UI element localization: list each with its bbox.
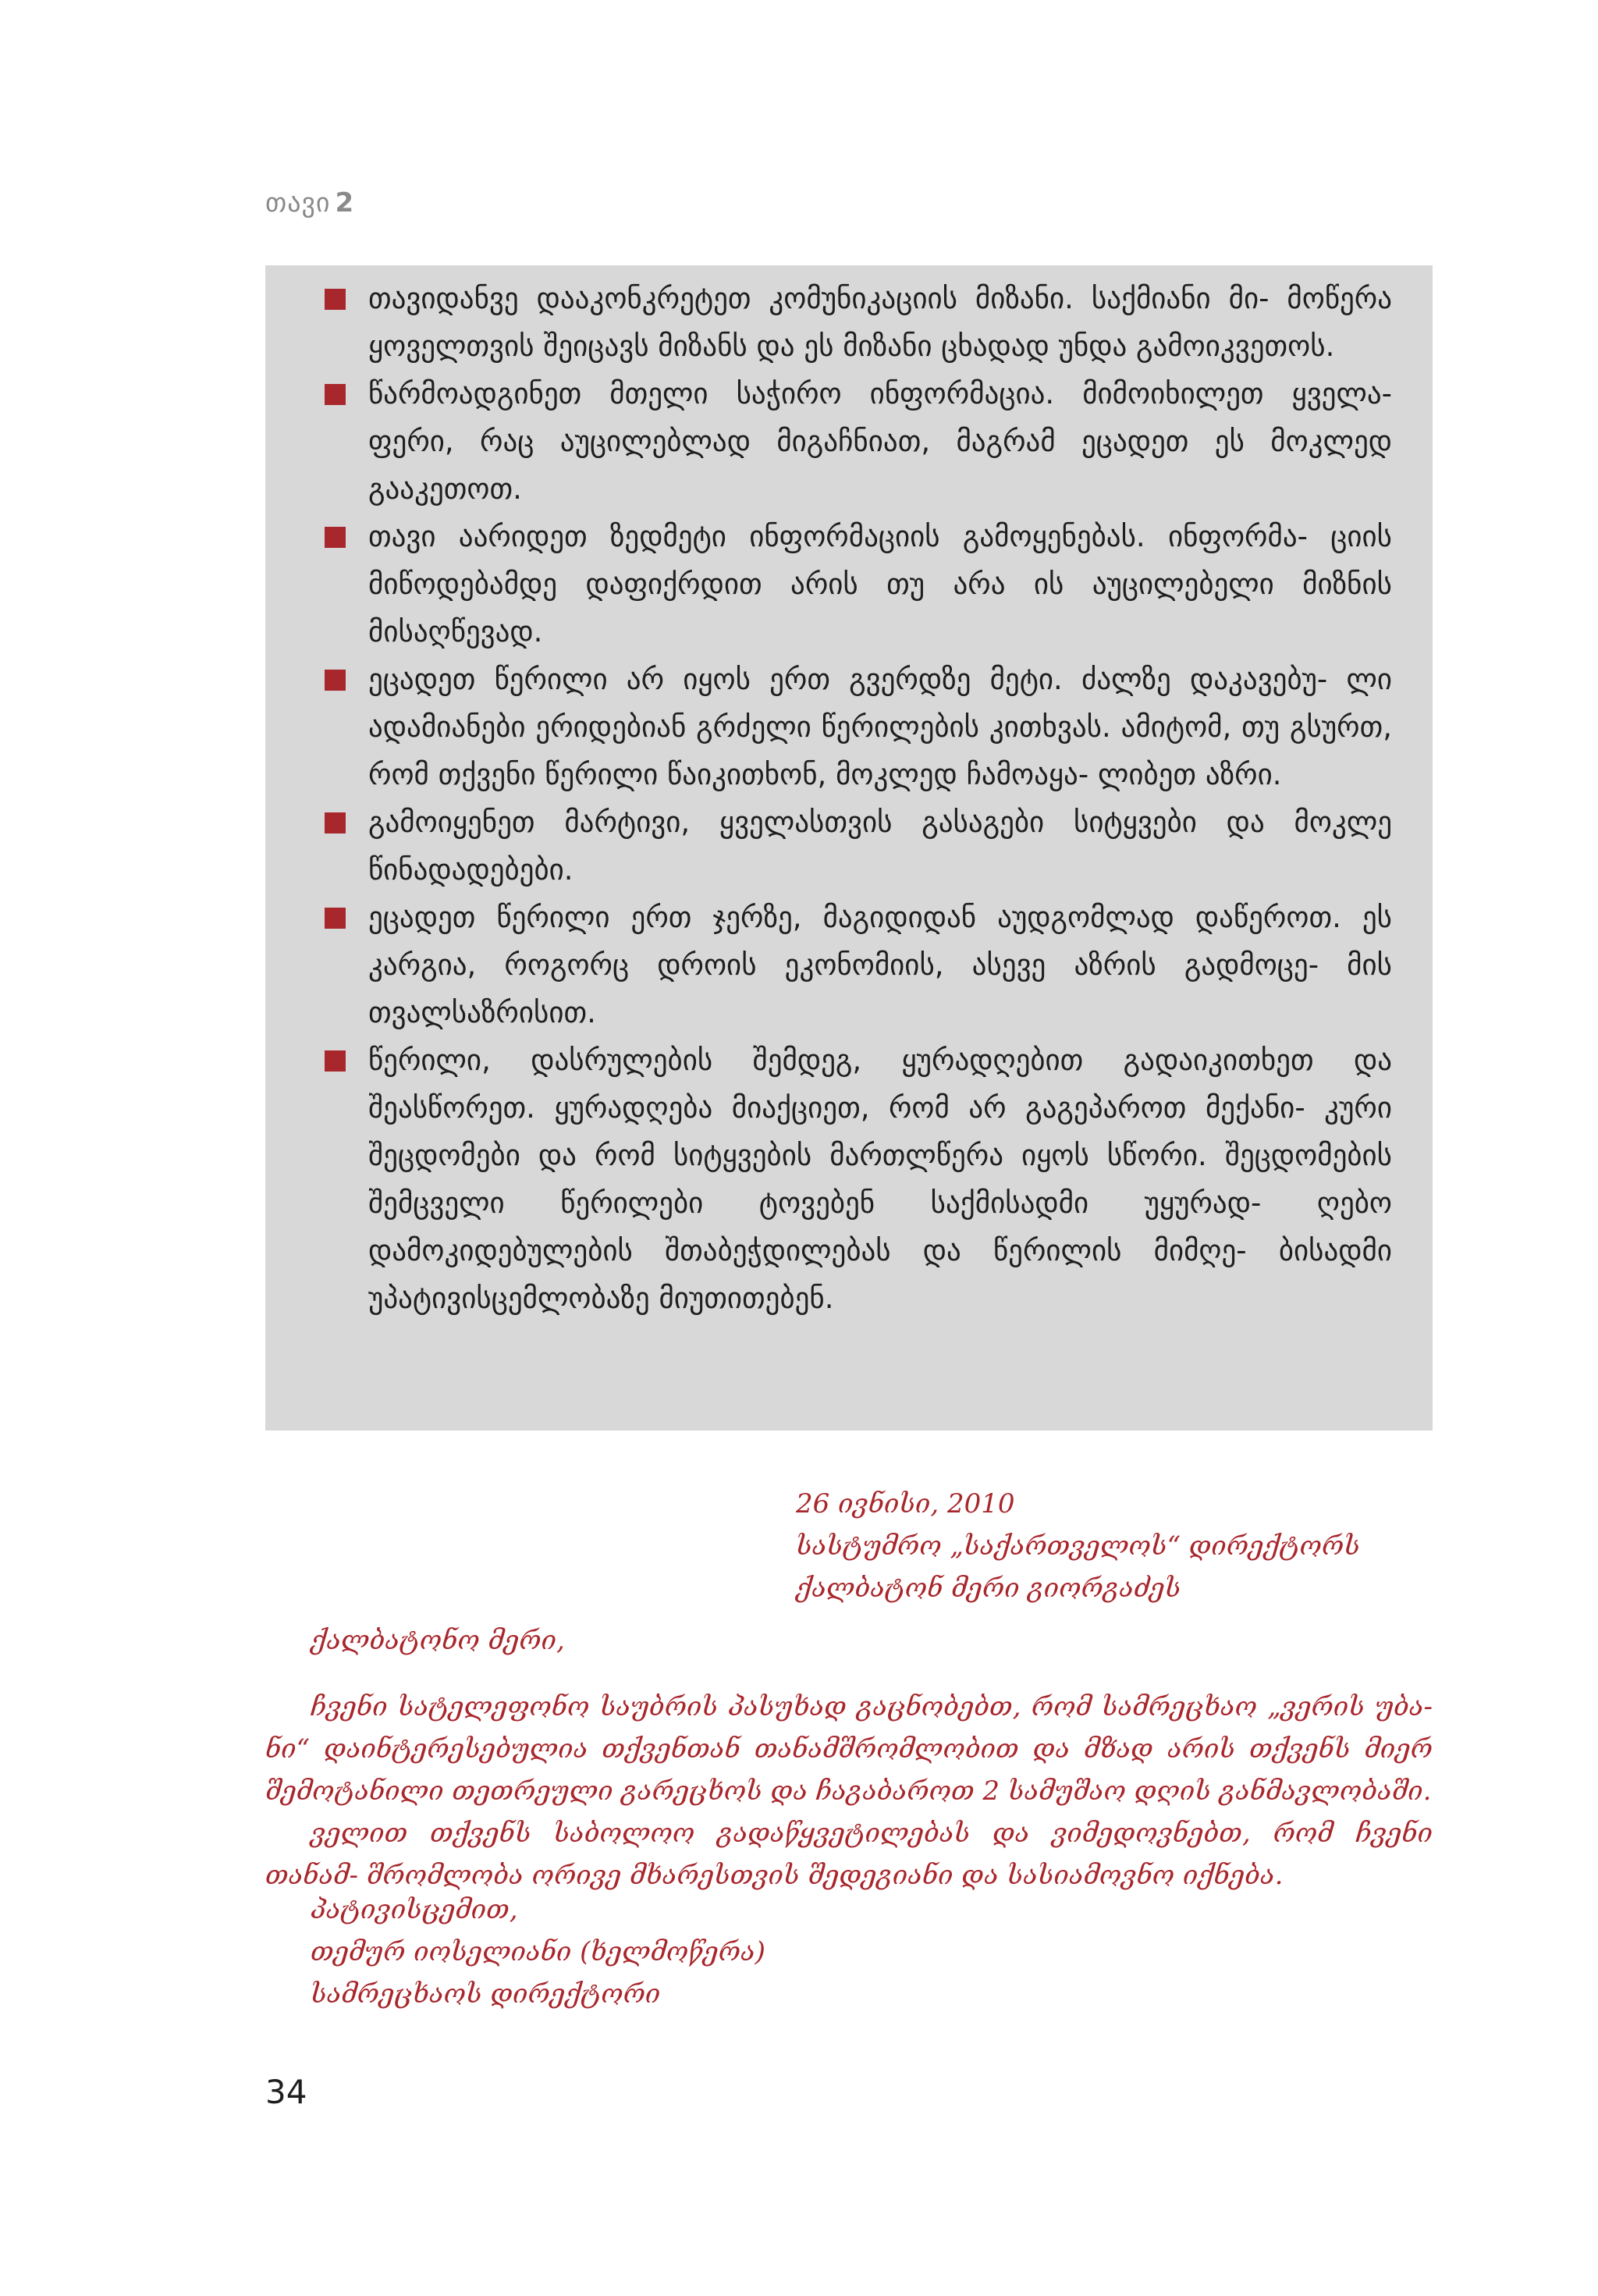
signer-title: სამრეცხაოს დირექტორი [311, 1978, 661, 2010]
tip-item [325, 513, 1392, 656]
letter-closing [311, 1889, 765, 2015]
tip-item [325, 656, 1392, 798]
signer-name: თემურ იოსელიანი (ხელმოწერა) [311, 1936, 765, 1967]
letter-recipient-name: ქალბატონ მერი გიორგაძეს [796, 1573, 1181, 1604]
tip-item [325, 894, 1392, 1036]
bullet-square-icon [325, 1050, 346, 1072]
chapter-header [265, 187, 354, 219]
letter-paragraph: ველით თქვენს საბოლოო გადაწყვეტილებას და ვიმედოვნებთ, რომ ჩვენი თანამ- შრომლობა ორივე მხარესთვის შედეგიანი და სასიამოვნო იქნება. [265, 1818, 1433, 1891]
letter-header [796, 1483, 1420, 1609]
letter-body [265, 1686, 1433, 1896]
chapter-number: 2 [335, 187, 355, 219]
page-number: 34 [265, 2073, 307, 2111]
tip-text: წერილი, დასრულების შემდეგ, ყურადღებით გადაიკითხეთ და შეასწორეთ. ყურადღება მიაქციეთ, რომ არ გაგეპაროთ მექანი- კური შეცდომები და რომ სიტყვების მართლწერა იყოს სწორი. შეცდომების შემცველი წერილები ტოვებენ საქმისადმი უყურად- ღებო დამოკიდებულების შთაბეჭდილებას და წერილის მიმღე- ბისადმი უპატივისცემლობაზე მიუთითებენ. [368, 1043, 1392, 1315]
tip-text: თავი აარიდეთ ზედმეტი ინფორმაციის გამოყენებას. ინფორმა- ციის მიწოდებამდე დაფიქრდით არის თუ არა ის აუცილებელი მიზნის მისაღწევად. [368, 520, 1392, 649]
letter-recipient-line: სასტუმრო „საქართველოს“ დირექტორს [796, 1530, 1360, 1562]
tips-list [325, 275, 1392, 1322]
tip-item [325, 798, 1392, 894]
tip-text: თავიდანვე დააკონკრეტეთ კომუნიკაციის მიზანი. საქმიანი მი- მოწერა ყოველთვის შეიცავს მიზანს და ეს მიზანი ცხადად უნდა გამოიკვეთოს. [368, 282, 1392, 363]
bullet-square-icon [325, 670, 346, 691]
tip-item [325, 1036, 1392, 1322]
bullet-square-icon [325, 384, 346, 405]
letter-date: 26 ივნისი, 2010 [796, 1488, 1015, 1519]
bullet-square-icon [325, 289, 346, 310]
letter-paragraph: ჩვენი სატელეფონო საუბრის პასუხად გაცნობებთ, რომ სამრეცხაო „ვერის უბა- ნი“ დაინტერესებულია თქვენთან თანამშრომლობით და მზად არის თქვენს მიერ შემოტანილი თეთრეული გარეცხოს და ჩაგაბაროთ 2 სამუშაო დღის განმავლობაში. [265, 1691, 1433, 1807]
tip-text: წარმოადგინეთ მთელი საჭირო ინფორმაცია. მიმოიხილეთ ყველა- ფერი, რაც აუცილებლად მიგაჩნიათ, მაგრამ ეცადეთ ეს მოკლედ გააკეთოთ. [368, 377, 1392, 506]
tip-item [325, 275, 1392, 370]
tips-box [265, 265, 1433, 1431]
tip-text: გამოიყენეთ მარტივი, ყველასთვის გასაგები სიტყვები და მოკლე წინადადებები. [368, 805, 1392, 887]
bullet-square-icon [325, 527, 346, 548]
tip-text: ეცადეთ წერილი არ იყოს ერთ გვერდზე მეტი. ძალზე დაკავებუ- ლი ადამიანები ერიდებიან გრძელი წერილების კითხვას. ამიტომ, თუ გსურთ, რომ თქვენი წერილი წაიკითხონ, მოკლედ ჩამოაყა- ლიბეთ აზრი. [368, 663, 1392, 791]
bullet-square-icon [325, 812, 346, 833]
bullet-square-icon [325, 908, 346, 929]
tip-text: ეცადეთ წერილი ერთ ჯერზე, მაგიდიდან აუდგომლად დაწეროთ. ეს კარგია, როგორც დროის ეკონომიის, ასევე აზრის გადმოცე- მის თვალსაზრისით. [368, 901, 1392, 1029]
closing-phrase: პატივისცემით, [311, 1894, 518, 1925]
letter-salutation: ქალბატონო მერი, [311, 1625, 565, 1656]
tip-item [325, 370, 1392, 513]
chapter-label: თავი [265, 187, 331, 219]
